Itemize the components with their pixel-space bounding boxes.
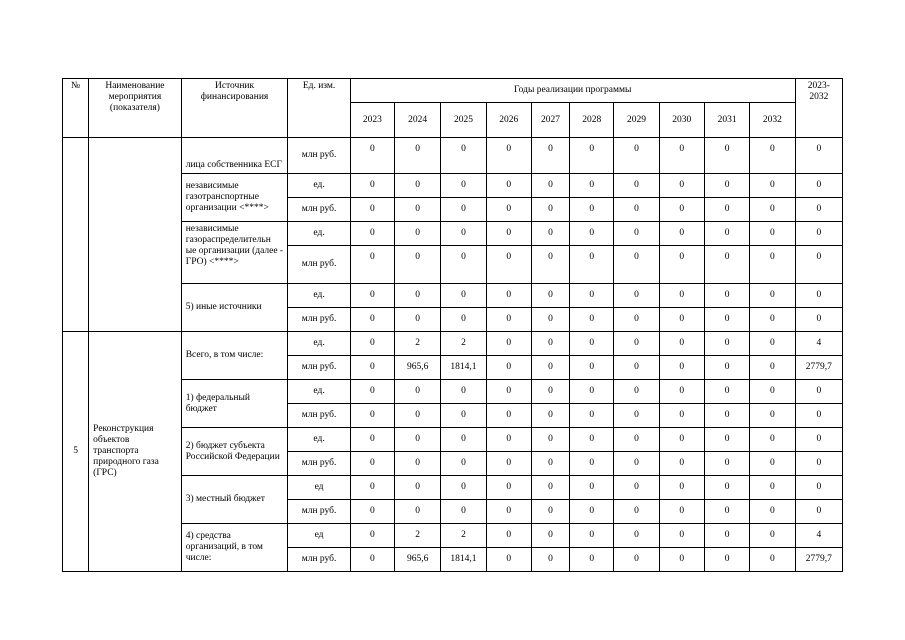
header-name: Наименование мероприятия (показателя): [89, 79, 182, 138]
value-cell: 0: [570, 452, 614, 476]
value-cell: 0: [614, 332, 659, 356]
value-cell: 0: [614, 198, 659, 222]
total-cell: 0: [795, 404, 842, 428]
value-cell: 0: [750, 404, 795, 428]
header-year: 2025: [441, 103, 486, 138]
value-cell: 0: [750, 246, 795, 284]
value-cell: 0: [659, 332, 704, 356]
value-cell: 0: [750, 500, 795, 524]
value-cell: 0: [486, 452, 531, 476]
value-cell: 0: [531, 428, 569, 452]
header-year: 2030: [659, 103, 704, 138]
header-year: 2032: [750, 103, 795, 138]
total-cell: 0: [795, 380, 842, 404]
value-cell: 0: [350, 524, 394, 548]
value-cell: 0: [441, 174, 486, 198]
value-cell: 0: [659, 500, 704, 524]
value-cell: 0: [395, 404, 441, 428]
source-cell: 4) средства организаций, в том числе:: [181, 524, 288, 572]
value-cell: 0: [441, 308, 486, 332]
value-cell: 0: [659, 174, 704, 198]
value-cell: 0: [659, 524, 704, 548]
value-cell: 0: [570, 380, 614, 404]
value-cell: 0: [570, 356, 614, 380]
total-cell: 0: [795, 452, 842, 476]
value-cell: 0: [441, 428, 486, 452]
value-cell: 0: [350, 308, 394, 332]
total-cell: 0: [795, 222, 842, 246]
unit-cell: млн руб.: [288, 198, 350, 222]
total-cell: 0: [795, 198, 842, 222]
value-cell: 0: [441, 380, 486, 404]
value-cell: 0: [350, 380, 394, 404]
value-cell: 0: [704, 138, 749, 174]
value-cell: 0: [441, 500, 486, 524]
value-cell: 0: [395, 138, 441, 174]
value-cell: 0: [614, 174, 659, 198]
value-cell: 0: [614, 428, 659, 452]
header-year: 2023: [350, 103, 394, 138]
value-cell: 0: [350, 332, 394, 356]
total-cell: 0: [795, 246, 842, 284]
value-cell: 0: [531, 332, 569, 356]
value-cell: 0: [350, 404, 394, 428]
value-cell: 0: [614, 548, 659, 572]
unit-cell: млн руб.: [288, 452, 350, 476]
value-cell: 0: [486, 524, 531, 548]
value-cell: 0: [486, 356, 531, 380]
value-cell: 0: [486, 246, 531, 284]
header-no: №: [63, 79, 89, 138]
value-cell: 0: [486, 332, 531, 356]
unit-cell: ед.: [288, 284, 350, 308]
value-cell: 0: [395, 476, 441, 500]
value-cell: 0: [659, 284, 704, 308]
value-cell: 0: [614, 138, 659, 174]
value-cell: 0: [659, 138, 704, 174]
value-cell: 0: [570, 332, 614, 356]
value-cell: 0: [659, 308, 704, 332]
source-cell: независимые газотранспортные организации <****>: [181, 174, 288, 222]
value-cell: 0: [395, 198, 441, 222]
value-cell: 0: [531, 246, 569, 284]
value-cell: 0: [350, 500, 394, 524]
value-cell: 2: [395, 332, 441, 356]
unit-cell: млн руб.: [288, 548, 350, 572]
value-cell: 0: [570, 246, 614, 284]
value-cell: 0: [570, 198, 614, 222]
value-cell: 0: [750, 284, 795, 308]
value-cell: 0: [531, 356, 569, 380]
value-cell: 0: [570, 404, 614, 428]
total-cell: 2779,7: [795, 548, 842, 572]
source-cell: 3) местный бюджет: [181, 476, 288, 524]
value-cell: 0: [441, 138, 486, 174]
table-row: [63, 138, 843, 174]
value-cell: 0: [441, 198, 486, 222]
table-body: [63, 138, 843, 572]
value-cell: 0: [395, 284, 441, 308]
header-year: 2027: [531, 103, 569, 138]
value-cell: 0: [570, 174, 614, 198]
total-cell: 0: [795, 308, 842, 332]
value-cell: 2: [395, 524, 441, 548]
source-cell: 1) федеральный бюджет: [181, 380, 288, 428]
row-name-cell: Реконструкция объектов транспорта природного газа (ГРС): [89, 332, 182, 572]
value-cell: 0: [570, 284, 614, 308]
value-cell: 0: [531, 500, 569, 524]
value-cell: 0: [750, 174, 795, 198]
value-cell: 0: [704, 356, 749, 380]
value-cell: 0: [395, 428, 441, 452]
value-cell: 0: [570, 476, 614, 500]
value-cell: 0: [704, 284, 749, 308]
value-cell: 0: [486, 380, 531, 404]
header-year: 2029: [614, 103, 659, 138]
source-cell: Всего, в том числе:: [181, 332, 288, 380]
value-cell: 0: [486, 222, 531, 246]
unit-cell: ед.: [288, 174, 350, 198]
value-cell: 0: [614, 380, 659, 404]
value-cell: 0: [441, 452, 486, 476]
value-cell: 0: [395, 246, 441, 284]
value-cell: 0: [750, 308, 795, 332]
header-year: 2024: [395, 103, 441, 138]
value-cell: 0: [395, 500, 441, 524]
value-cell: 0: [486, 174, 531, 198]
value-cell: 0: [659, 452, 704, 476]
value-cell: 0: [659, 222, 704, 246]
value-cell: 0: [614, 452, 659, 476]
value-cell: 2: [441, 332, 486, 356]
value-cell: 0: [614, 524, 659, 548]
value-cell: 0: [614, 404, 659, 428]
value-cell: 0: [350, 452, 394, 476]
value-cell: 965,6: [395, 356, 441, 380]
header-unit: Ед. изм.: [288, 79, 350, 138]
value-cell: 0: [704, 308, 749, 332]
unit-cell: млн руб.: [288, 308, 350, 332]
value-cell: 1814,1: [441, 356, 486, 380]
header-total: 2023-2032: [795, 79, 842, 138]
value-cell: 0: [486, 404, 531, 428]
value-cell: 0: [395, 222, 441, 246]
source-cell: 2) бюджет субъекта Российской Федерации: [181, 428, 288, 476]
value-cell: 0: [486, 476, 531, 500]
unit-cell: ед: [288, 476, 350, 500]
value-cell: 0: [350, 284, 394, 308]
value-cell: 2: [441, 524, 486, 548]
value-cell: 0: [750, 138, 795, 174]
total-cell: 0: [795, 500, 842, 524]
value-cell: 0: [704, 198, 749, 222]
value-cell: 0: [659, 198, 704, 222]
value-cell: 0: [395, 380, 441, 404]
unit-cell: млн руб.: [288, 500, 350, 524]
value-cell: 0: [570, 222, 614, 246]
value-cell: 0: [659, 380, 704, 404]
value-cell: 0: [614, 246, 659, 284]
value-cell: 0: [531, 308, 569, 332]
source-cell: лица собственника ЕСГ: [181, 138, 288, 174]
value-cell: 0: [750, 428, 795, 452]
value-cell: 0: [350, 548, 394, 572]
value-cell: 0: [704, 476, 749, 500]
value-cell: 0: [704, 246, 749, 284]
value-cell: 0: [531, 404, 569, 428]
value-cell: 0: [659, 356, 704, 380]
value-cell: 0: [395, 452, 441, 476]
unit-cell: ед.: [288, 380, 350, 404]
row-number-cell: [63, 138, 89, 332]
value-cell: 0: [614, 500, 659, 524]
value-cell: 0: [441, 222, 486, 246]
value-cell: 0: [531, 138, 569, 174]
header-year: 2028: [570, 103, 614, 138]
value-cell: 0: [570, 524, 614, 548]
value-cell: 0: [750, 524, 795, 548]
value-cell: 0: [531, 548, 569, 572]
total-cell: 0: [795, 284, 842, 308]
value-cell: 0: [750, 548, 795, 572]
value-cell: 0: [704, 222, 749, 246]
value-cell: 0: [531, 174, 569, 198]
total-cell: 2779,7: [795, 356, 842, 380]
value-cell: 0: [704, 500, 749, 524]
value-cell: 0: [531, 198, 569, 222]
value-cell: 0: [486, 138, 531, 174]
value-cell: 0: [659, 548, 704, 572]
row-name-cell: [89, 138, 182, 332]
value-cell: 0: [704, 428, 749, 452]
unit-cell: ед: [288, 524, 350, 548]
value-cell: 0: [570, 500, 614, 524]
unit-cell: млн руб.: [288, 246, 350, 284]
value-cell: 0: [350, 476, 394, 500]
value-cell: 0: [350, 356, 394, 380]
value-cell: 0: [395, 308, 441, 332]
value-cell: 0: [350, 174, 394, 198]
unit-cell: ед.: [288, 428, 350, 452]
total-cell: 0: [795, 428, 842, 452]
header-year: 2031: [704, 103, 749, 138]
table-row: [63, 332, 843, 356]
value-cell: 0: [531, 222, 569, 246]
value-cell: 0: [614, 476, 659, 500]
value-cell: 1814,1: [441, 548, 486, 572]
value-cell: 0: [531, 284, 569, 308]
value-cell: 0: [704, 380, 749, 404]
value-cell: 0: [614, 356, 659, 380]
value-cell: 0: [570, 548, 614, 572]
source-cell: независимые газораспределительн ые организации (далее - ГРО) <****>: [181, 222, 288, 284]
value-cell: 0: [750, 476, 795, 500]
header-years-group: Годы реализации программы: [350, 79, 795, 103]
total-cell: 4: [795, 524, 842, 548]
value-cell: 0: [750, 356, 795, 380]
source-cell: 5) иные источники: [181, 284, 288, 332]
value-cell: 965,6: [395, 548, 441, 572]
total-cell: 4: [795, 332, 842, 356]
value-cell: 0: [441, 476, 486, 500]
total-cell: 0: [795, 174, 842, 198]
unit-cell: млн руб.: [288, 356, 350, 380]
value-cell: 0: [570, 138, 614, 174]
value-cell: 0: [704, 332, 749, 356]
value-cell: 0: [441, 404, 486, 428]
value-cell: 0: [350, 428, 394, 452]
value-cell: 0: [570, 428, 614, 452]
value-cell: 0: [531, 380, 569, 404]
table-header: [63, 79, 843, 138]
value-cell: 0: [441, 284, 486, 308]
value-cell: 0: [486, 428, 531, 452]
value-cell: 0: [531, 524, 569, 548]
value-cell: 0: [486, 308, 531, 332]
value-cell: 0: [750, 222, 795, 246]
value-cell: 0: [659, 404, 704, 428]
value-cell: 0: [704, 452, 749, 476]
value-cell: 0: [614, 308, 659, 332]
value-cell: 0: [750, 332, 795, 356]
header-year: 2026: [486, 103, 531, 138]
value-cell: 0: [350, 222, 394, 246]
value-cell: 0: [750, 452, 795, 476]
value-cell: 0: [395, 174, 441, 198]
unit-cell: млн руб.: [288, 404, 350, 428]
value-cell: 0: [350, 246, 394, 284]
total-cell: 0: [795, 138, 842, 174]
value-cell: 0: [531, 452, 569, 476]
value-cell: 0: [704, 404, 749, 428]
value-cell: 0: [614, 284, 659, 308]
value-cell: 0: [750, 380, 795, 404]
value-cell: 0: [486, 284, 531, 308]
row-number-cell: 5: [63, 332, 89, 572]
financing-table: [62, 78, 843, 572]
total-cell: 0: [795, 476, 842, 500]
value-cell: 0: [704, 548, 749, 572]
header-source: Источник финансирования: [181, 79, 288, 138]
value-cell: 0: [570, 308, 614, 332]
value-cell: 0: [659, 476, 704, 500]
value-cell: 0: [350, 198, 394, 222]
value-cell: 0: [659, 246, 704, 284]
value-cell: 0: [750, 198, 795, 222]
value-cell: 0: [614, 222, 659, 246]
value-cell: 0: [350, 138, 394, 174]
value-cell: 0: [531, 476, 569, 500]
value-cell: 0: [659, 428, 704, 452]
value-cell: 0: [486, 198, 531, 222]
value-cell: 0: [441, 246, 486, 284]
unit-cell: ед.: [288, 332, 350, 356]
value-cell: 0: [704, 524, 749, 548]
value-cell: 0: [704, 174, 749, 198]
value-cell: 0: [486, 500, 531, 524]
unit-cell: ед.: [288, 222, 350, 246]
unit-cell: млн руб.: [288, 138, 350, 174]
value-cell: 0: [486, 548, 531, 572]
